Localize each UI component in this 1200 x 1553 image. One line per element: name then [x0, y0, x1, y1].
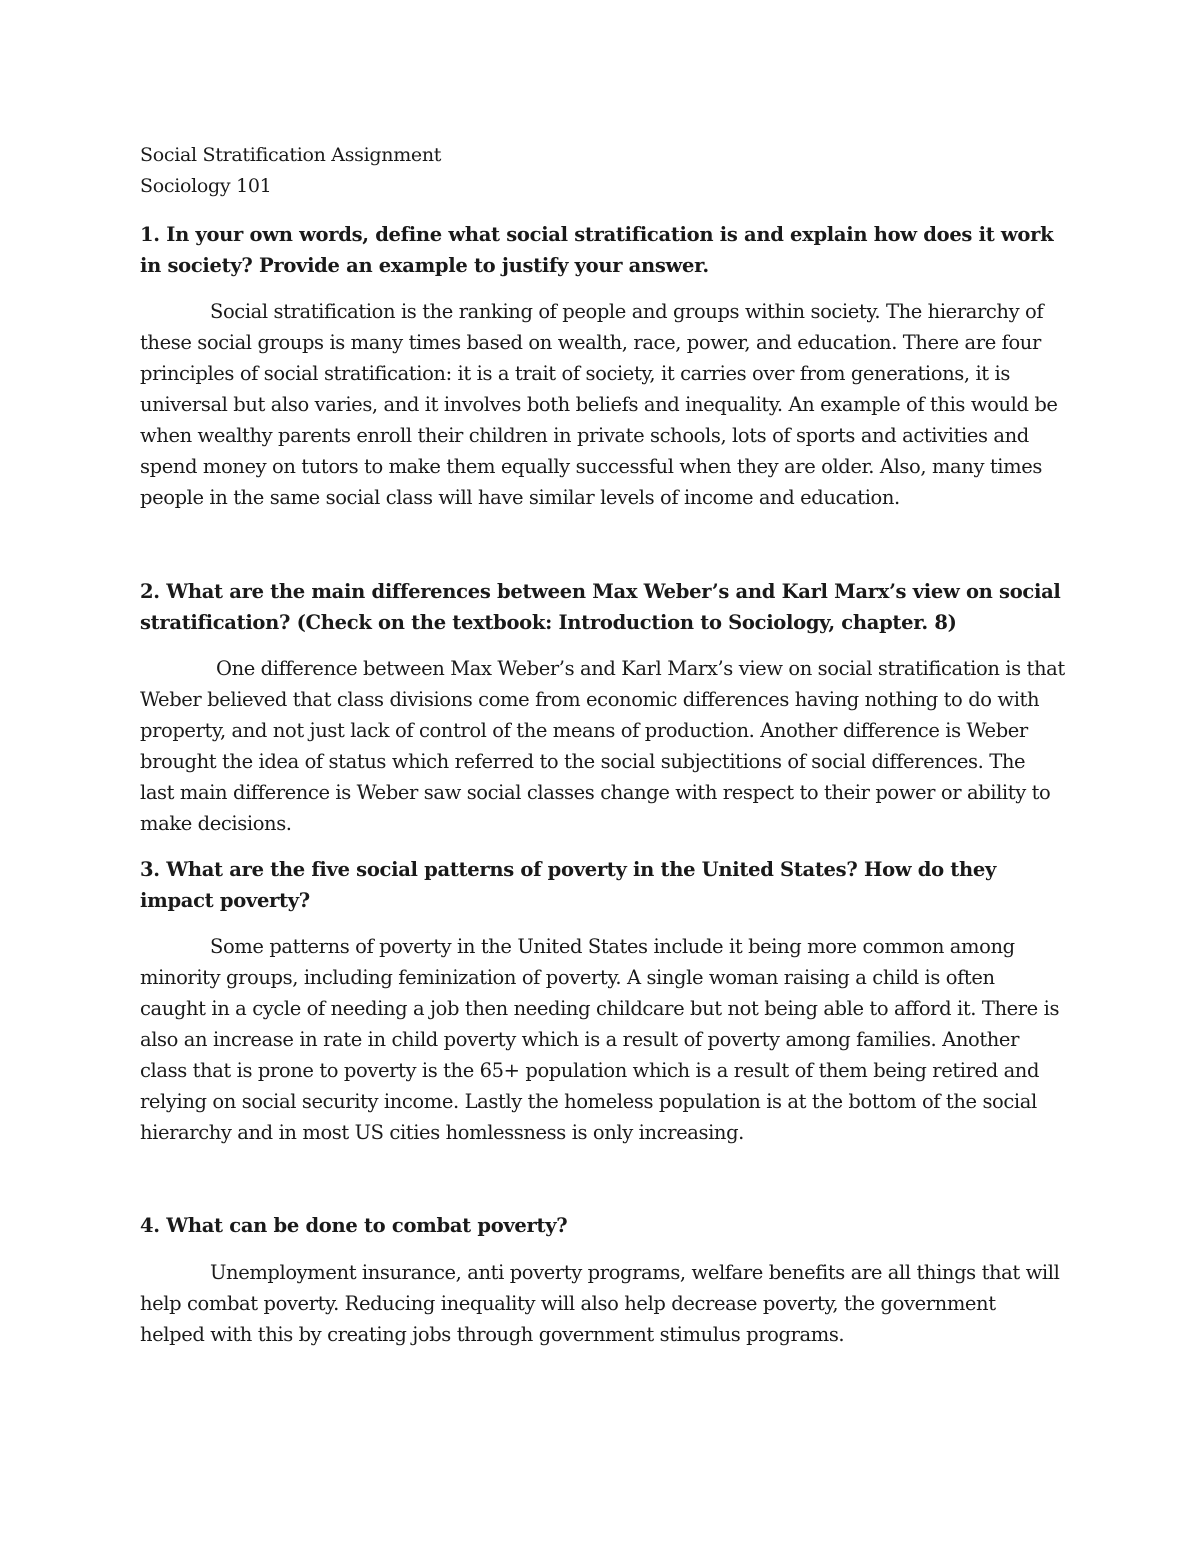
assignment-title: Social Stratification Assignment — [140, 144, 442, 166]
answer-2: One difference between Max Weber’s and Karl Marx’s view on social stratification is that Weber believed that class divisions come from economic differences having nothing to do with property, and not just lack of control of the means of production. Another difference is Weber brought the idea of status which referred to the social subjectitions of social differences. The last main difference is Weber saw social classes change with respect to their power or ability to make decisions. — [140, 657, 1065, 835]
answer-4: Unemployment insurance, anti poverty programs, welfare benefits are all things that will help combat poverty. Reducing inequality will also help decrease poverty, the government helped with this by creating jobs through government stimulus programs. — [140, 1261, 1060, 1346]
question-2: 2. What are the main differences between Max Weber’s and Karl Marx’s view on social stratification? (Check on the textbook: Introduction to Sociology, chapter. 8) — [140, 580, 1061, 634]
course-name: Sociology 101 — [140, 175, 272, 197]
answer-1: Social stratification is the ranking of people and groups within society. The hierarchy of these social groups is many times based on wealth, race, power, and education. There are four principles of social stratification: it is a trait of society, it carries over from generations, it is universal but also varies, and it involves both beliefs and inequality. An example of this would be when wealthy parents enroll their children in private schools, lots of sports and activities and spend money on tutors to make them equally successful when they are older. Also, many times people in the same social class will have similar levels of income and education. — [140, 300, 1058, 509]
answer-3: Some patterns of poverty in the United States include it being more common among minority groups, including feminization of poverty. A single woman raising a child is often caught in a cycle of needing a job then needing childcare but not being able to afford it. There is also an increase in rate in child poverty which is a result of poverty among families. Another class that is prone to poverty is the 65+ population which is a result of them being retired and relying on social security income. Lastly the homeless population is at the bottom of the social hierarchy and in most US cities homlessness is only increasing. — [140, 935, 1060, 1144]
document-body — [140, 140, 1065, 1350]
question-3: 3. What are the five social patterns of poverty in the United States? How do they impact poverty? — [140, 858, 997, 912]
question-4: 4. What can be done to combat poverty? — [140, 1214, 568, 1237]
question-1: 1. In your own words, define what social stratification is and explain how does it work in society? Provide an example to justify your answer. — [140, 223, 1054, 277]
